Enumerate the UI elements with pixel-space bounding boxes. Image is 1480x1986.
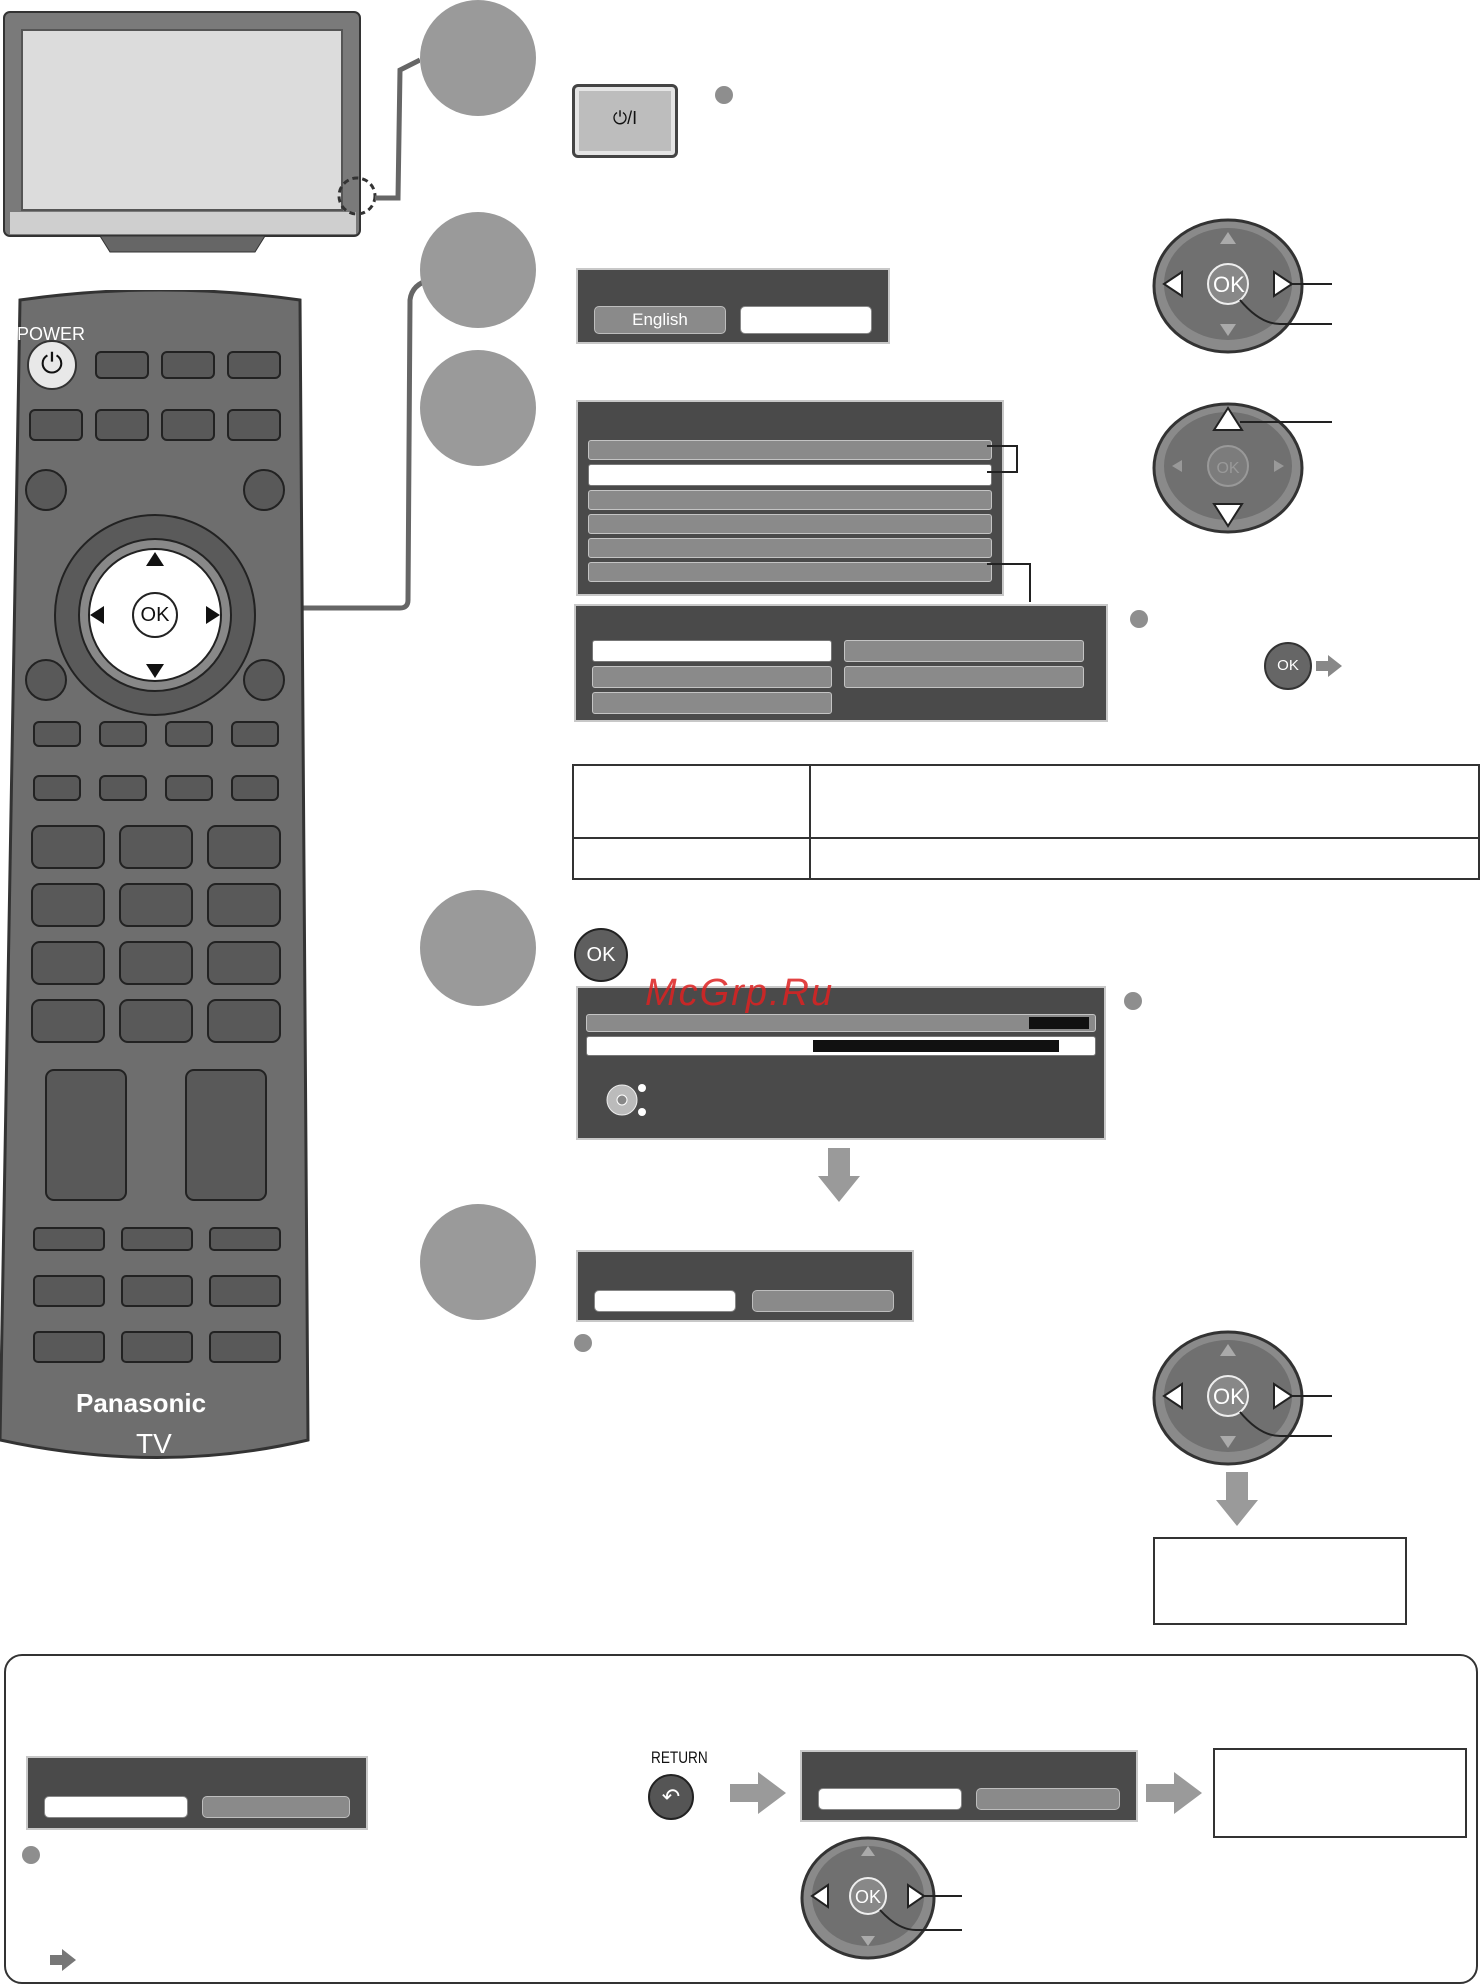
submenu-item[interactable] bbox=[592, 666, 832, 688]
power-icon[interactable]: ⏻ bbox=[40, 348, 64, 379]
step-2-circle bbox=[420, 212, 536, 328]
dpad-icon bbox=[800, 1826, 990, 1972]
svg-text:OK: OK bbox=[1216, 460, 1240, 477]
language-english[interactable]: English bbox=[594, 306, 726, 334]
result-box bbox=[1153, 1537, 1407, 1625]
menu-row[interactable] bbox=[588, 514, 992, 534]
bottom-a-option[interactable] bbox=[202, 1796, 350, 1818]
submenu-item[interactable] bbox=[844, 666, 1084, 688]
note-bullet bbox=[22, 1846, 40, 1864]
remote-model: TV bbox=[136, 1428, 172, 1459]
arrow-down-icon bbox=[1214, 1470, 1260, 1528]
confirm-option[interactable] bbox=[752, 1290, 894, 1312]
small-ok-button[interactable]: OK bbox=[1264, 642, 1312, 690]
step-1-circle bbox=[420, 0, 536, 116]
bottom-b-option[interactable] bbox=[976, 1788, 1120, 1810]
dpad-icon bbox=[1150, 1326, 1340, 1476]
bottom-screen-b bbox=[800, 1750, 1138, 1822]
remote-brand: Panasonic bbox=[76, 1388, 207, 1418]
scan-status-fill bbox=[813, 1040, 1059, 1052]
arrow-down-icon bbox=[816, 1146, 862, 1204]
note-bullet bbox=[715, 86, 733, 104]
language-selected[interactable] bbox=[740, 306, 872, 334]
scan-progress-fill bbox=[1029, 1017, 1089, 1029]
remote-control bbox=[0, 290, 320, 1470]
note-bullet bbox=[1124, 992, 1142, 1010]
dpad-ok-label: OK bbox=[1213, 1384, 1245, 1409]
menu-row[interactable] bbox=[588, 562, 992, 582]
watermark: McGrp.Ru bbox=[645, 972, 835, 1014]
dpad-icon bbox=[1150, 214, 1340, 364]
confirm-option-selected[interactable] bbox=[594, 1290, 736, 1312]
bottom-result-box bbox=[1213, 1748, 1467, 1838]
menu-row[interactable] bbox=[588, 440, 992, 460]
note-bullet bbox=[574, 1334, 592, 1352]
bottom-a-option-selected[interactable] bbox=[44, 1796, 188, 1818]
ok-button[interactable]: OK bbox=[574, 928, 628, 982]
dpad-ok-label: OK bbox=[1213, 272, 1245, 297]
tv-illustration bbox=[0, 0, 420, 270]
step-3-circle bbox=[420, 350, 536, 466]
tv-power-button-label: ⏻/I bbox=[612, 108, 638, 128]
arrow-right-icon bbox=[728, 1770, 788, 1816]
tv-power-button[interactable] bbox=[572, 84, 678, 158]
return-label: RETURN bbox=[651, 1748, 708, 1767]
menu-row[interactable] bbox=[588, 490, 992, 510]
scan-status-row bbox=[586, 1036, 1096, 1056]
confirm-screen bbox=[576, 1250, 914, 1322]
submenu-item[interactable] bbox=[844, 640, 1084, 662]
remote-ok-label[interactable]: OK bbox=[140, 604, 170, 626]
submenu-item[interactable] bbox=[592, 692, 832, 714]
bracket-lines bbox=[985, 440, 1035, 610]
note-bullet bbox=[1130, 610, 1148, 628]
dpad-icon bbox=[1150, 400, 1340, 540]
menu-row[interactable] bbox=[588, 538, 992, 558]
language-screen bbox=[576, 268, 890, 344]
return-icon[interactable]: ↶ bbox=[648, 1774, 694, 1820]
step-5-circle bbox=[420, 1204, 536, 1320]
bottom-b-option-selected[interactable] bbox=[818, 1788, 962, 1810]
submenu-item-selected[interactable] bbox=[592, 640, 832, 662]
menu-row-selected[interactable] bbox=[588, 464, 992, 486]
svg-text:OK: OK bbox=[854, 1887, 882, 1907]
arrow-right-icon bbox=[1144, 1770, 1204, 1816]
step-4-circle bbox=[420, 890, 536, 1006]
scan-progress-row bbox=[586, 1014, 1096, 1032]
arrow-right-icon bbox=[48, 1948, 78, 1972]
arrow-right-icon bbox=[1314, 654, 1344, 678]
dpad-small-icon bbox=[606, 1080, 650, 1124]
remote-power-label: POWER bbox=[17, 324, 86, 344]
info-table bbox=[572, 764, 1480, 880]
country-menu-screen bbox=[576, 400, 1004, 596]
bottom-screen-a bbox=[26, 1756, 368, 1830]
submenu-screen bbox=[574, 604, 1108, 722]
